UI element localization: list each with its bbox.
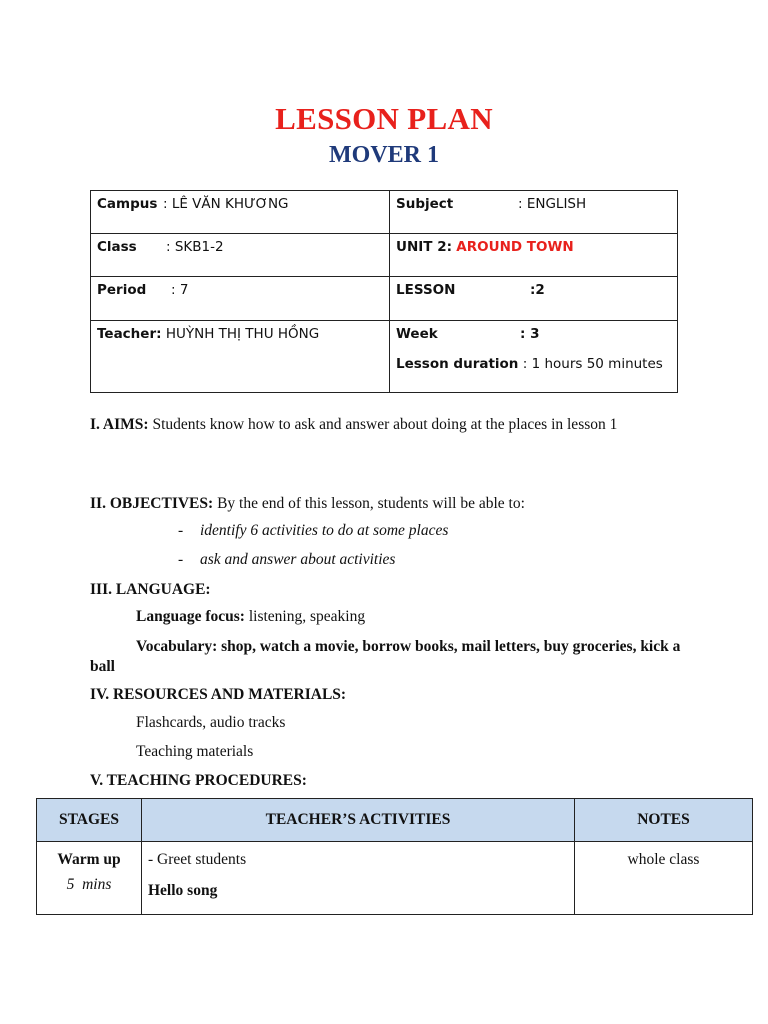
table-row [91, 191, 678, 234]
language-focus-value: listening, speaking [248, 608, 366, 625]
procedures-heading: V. TEACHING PROCEDURES: [90, 772, 307, 789]
teacher-cell [91, 321, 390, 393]
resource-item: Flashcards, audio tracks [136, 714, 286, 731]
vocabulary-label: Vocabulary: [136, 638, 218, 655]
procedures-table [36, 798, 753, 915]
duration-label: Lesson duration [396, 356, 519, 372]
lesson-cell [390, 277, 678, 321]
resource-item: Teaching materials [136, 743, 254, 760]
document-title: LESSON PLAN [275, 101, 493, 136]
period-cell [91, 277, 390, 321]
subject-value: : ENGLISH [518, 196, 587, 212]
language-heading: III. LANGUAGE: [90, 581, 211, 598]
unit-cell [390, 234, 678, 277]
document-subtitle: MOVER 1 [329, 142, 439, 168]
week-value: : 3 [520, 326, 540, 342]
objectives-heading: II. OBJECTIVES: [90, 495, 214, 512]
vocabulary-value: shop, watch a movie, borrow books, mail letters, buy groceries, kick a ball [90, 638, 681, 675]
table-header-row [37, 799, 753, 842]
teacher-label: Teacher: [97, 326, 162, 342]
table-row [91, 321, 678, 393]
subject-label: Subject [396, 196, 454, 212]
week-label: Week [396, 326, 438, 342]
column-header-notes: NOTES [575, 799, 753, 842]
campus-value: : LÊ VĂN KHƯƠNG [163, 196, 289, 212]
table-row [37, 842, 753, 915]
stage-cell [37, 842, 142, 915]
table-row [91, 234, 678, 277]
aims-heading: I. AIMS: [90, 416, 149, 433]
aims-paragraph [90, 415, 690, 435]
teacher-value: HUỲNH THỊ THU HỒNG [165, 326, 320, 342]
note-cell: whole class [575, 842, 753, 915]
column-header-activities: TEACHER’S ACTIVITIES [142, 799, 575, 842]
language-focus-label: Language focus: [136, 608, 245, 625]
objectives-paragraph [90, 494, 690, 514]
stage-name: Warm up [57, 851, 121, 868]
list-item: - ask and answer about activities [178, 551, 396, 568]
aims-text: Students know how to ask and answer about doing at the places in lesson 1 [152, 416, 618, 433]
language-focus [136, 608, 365, 626]
activity-line: Hello song [148, 882, 218, 899]
class-value: : SKB1-2 [166, 239, 224, 255]
week-duration-cell [390, 321, 678, 393]
subject-cell [390, 191, 678, 234]
objectives-text: By the end of this lesson, students will be able to: [217, 495, 525, 512]
column-header-stages: STAGES [37, 799, 142, 842]
unit-label: UNIT 2: [396, 239, 452, 255]
lesson-value: :2 [530, 282, 545, 298]
lesson-info-table [90, 190, 678, 393]
resources-heading: IV. RESOURCES AND MATERIALS: [90, 686, 347, 703]
objective-item: ask and answer about activities [200, 551, 396, 568]
stage-time: 5 mins [66, 876, 112, 893]
table-row [91, 277, 678, 321]
activity-cell [142, 842, 575, 915]
list-item: - identify 6 activities to do at some places [178, 522, 449, 539]
class-cell [91, 234, 390, 277]
period-value: : 7 [171, 282, 189, 298]
class-label: Class [97, 239, 137, 255]
activity-line: - Greet students [148, 851, 247, 868]
campus-cell [91, 191, 390, 234]
objective-item: identify 6 activities to do at some places [200, 522, 449, 539]
campus-label: Campus [97, 196, 158, 212]
vocabulary-paragraph [90, 637, 690, 677]
duration-value: : 1 hours 50 minutes [522, 356, 663, 372]
lesson-label: LESSON [396, 282, 456, 298]
unit-value: AROUND TOWN [456, 239, 574, 255]
period-label: Period [97, 282, 147, 298]
